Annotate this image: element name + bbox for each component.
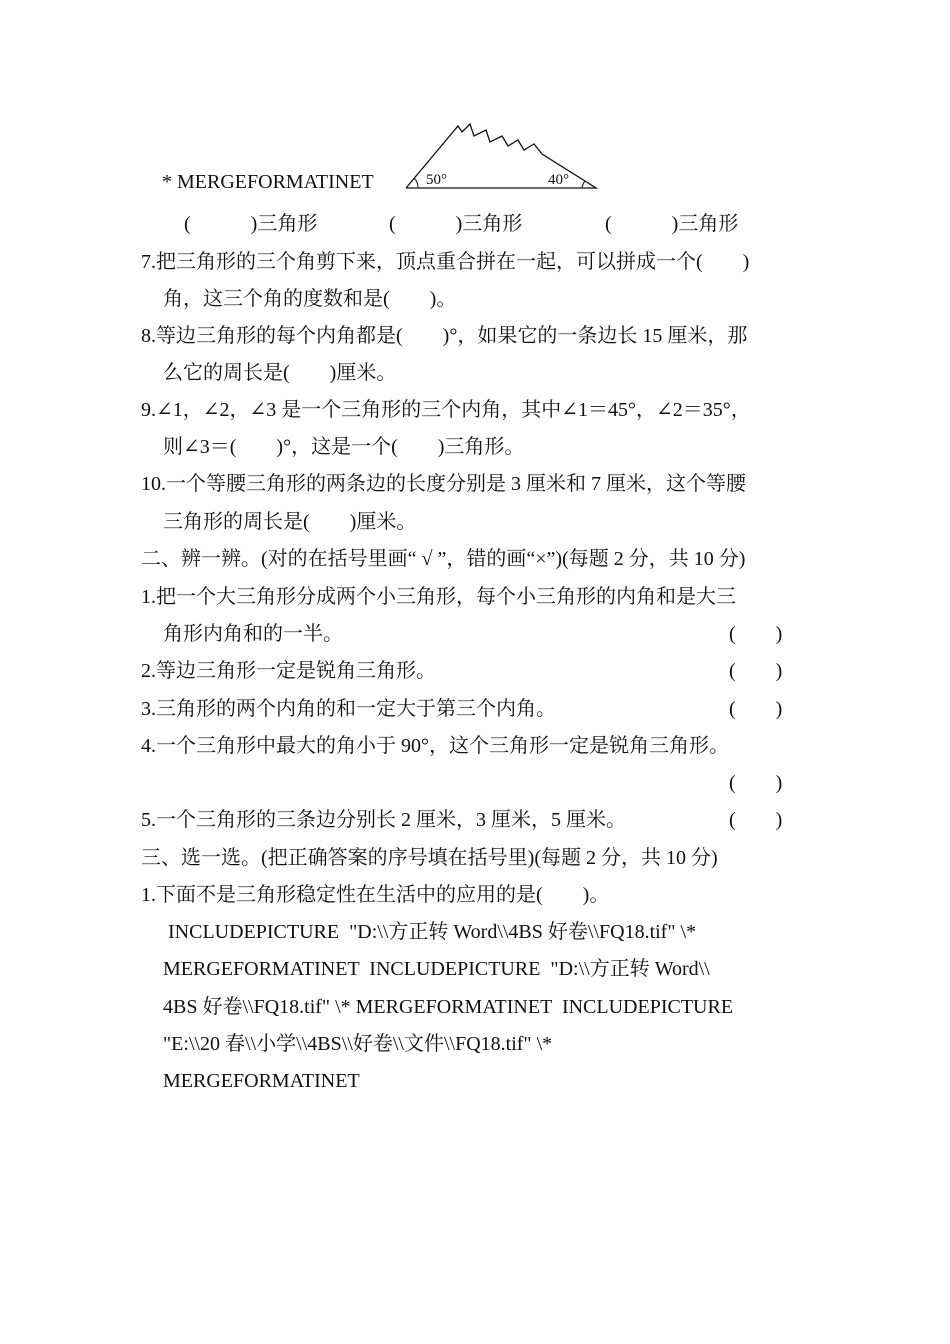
field-code-line-2: MERGEFORMATINET INCLUDEPICTURE "D:\\方正转 Word\\ [163,958,710,980]
left-angle-arc [414,178,418,188]
judge-2-answer-paren: ( ) [729,660,783,682]
angle-left-label: 50° [426,172,447,188]
question-9-line-2: 则∠3＝( )°，这是一个( )三角形。 [163,436,525,458]
right-angle-arc [582,181,585,188]
judge-4: 4.一个三角形中最大的角小于 90°，这个三角形一定是锐角三角形。 [141,735,729,757]
section-2-heading: 二、辨一辨。(对的在括号里画“ √ ”，错的画“×”)(每题 2 分，共 10 分) [141,548,746,570]
judge-3: 3.三角形的两个内角的和一定大于第三个内角。 [141,698,556,720]
blank-triangle-2: ( )三角形 [389,213,523,235]
field-code-line-4: "E:\\20 春\\小学\\4BS\\好卷\\文件\\FQ18.tif" \* [163,1033,553,1055]
field-code-line-5: MERGEFORMATINET [163,1070,360,1092]
question-10-line-2: 三角形的周长是( )厘米。 [163,511,417,533]
question-9-line-1: 9.∠1，∠2，∠3 是一个三角形的三个内角，其中∠1＝45°，∠2＝35°， [141,399,751,421]
field-code-line-1: INCLUDEPICTURE "D:\\方正转 Word\\4BS 好卷\\FQ18.tif" \* [163,921,697,943]
judge-1-line-2: 角形内角和的一半。 [163,623,343,645]
question-8-line-1: 8.等边三角形的每个内角都是( )°，如果它的一条边长 15 厘米，那 [141,325,748,347]
judge-5-answer-paren: ( ) [729,809,783,831]
judge-4-answer-paren: ( ) [729,772,783,794]
question-8-line-2: 么它的周长是( )厘米。 [163,362,397,384]
question-7-line-2: 角，这三个角的度数和是( )。 [163,288,457,310]
blank-triangle-1: ( )三角形 [184,213,318,235]
judge-2: 2.等边三角形一定是锐角三角形。 [141,660,436,682]
judge-5: 5.一个三角形的三条边分别长 2 厘米，3 厘米，5 厘米。 [141,809,626,831]
choice-1: 1.下面不是三角形稳定性在生活中的应用的是( )。 [141,884,610,906]
field-code-text: * MERGEFORMATINET [162,171,374,193]
question-7-line-1: 7.把三角形的三个角剪下来，顶点重合拼在一起，可以拼成一个( ) [141,251,750,273]
blank-triangle-3: ( )三角形 [605,213,739,235]
judge-3-answer-paren: ( ) [729,698,783,720]
section-3-heading: 三、选一选。(把正确答案的序号填在括号里)(每题 2 分，共 10 分) [141,847,718,869]
judge-1-line-1: 1.把一个大三角形分成两个小三角形，每个小三角形的内角和是大三 [141,586,736,608]
angle-right-label: 40° [548,172,569,188]
field-code-line-3: 4BS 好卷\\FQ18.tif" \* MERGEFORMATINET INCLUDEPICTURE [163,996,734,1018]
judge-1-answer-paren: ( ) [729,623,783,645]
triangle-figure [400,118,605,194]
question-10-line-1: 10.一个等腰三角形的两条边的长度分别是 3 厘米和 7 厘米，这个等腰 [141,473,746,495]
